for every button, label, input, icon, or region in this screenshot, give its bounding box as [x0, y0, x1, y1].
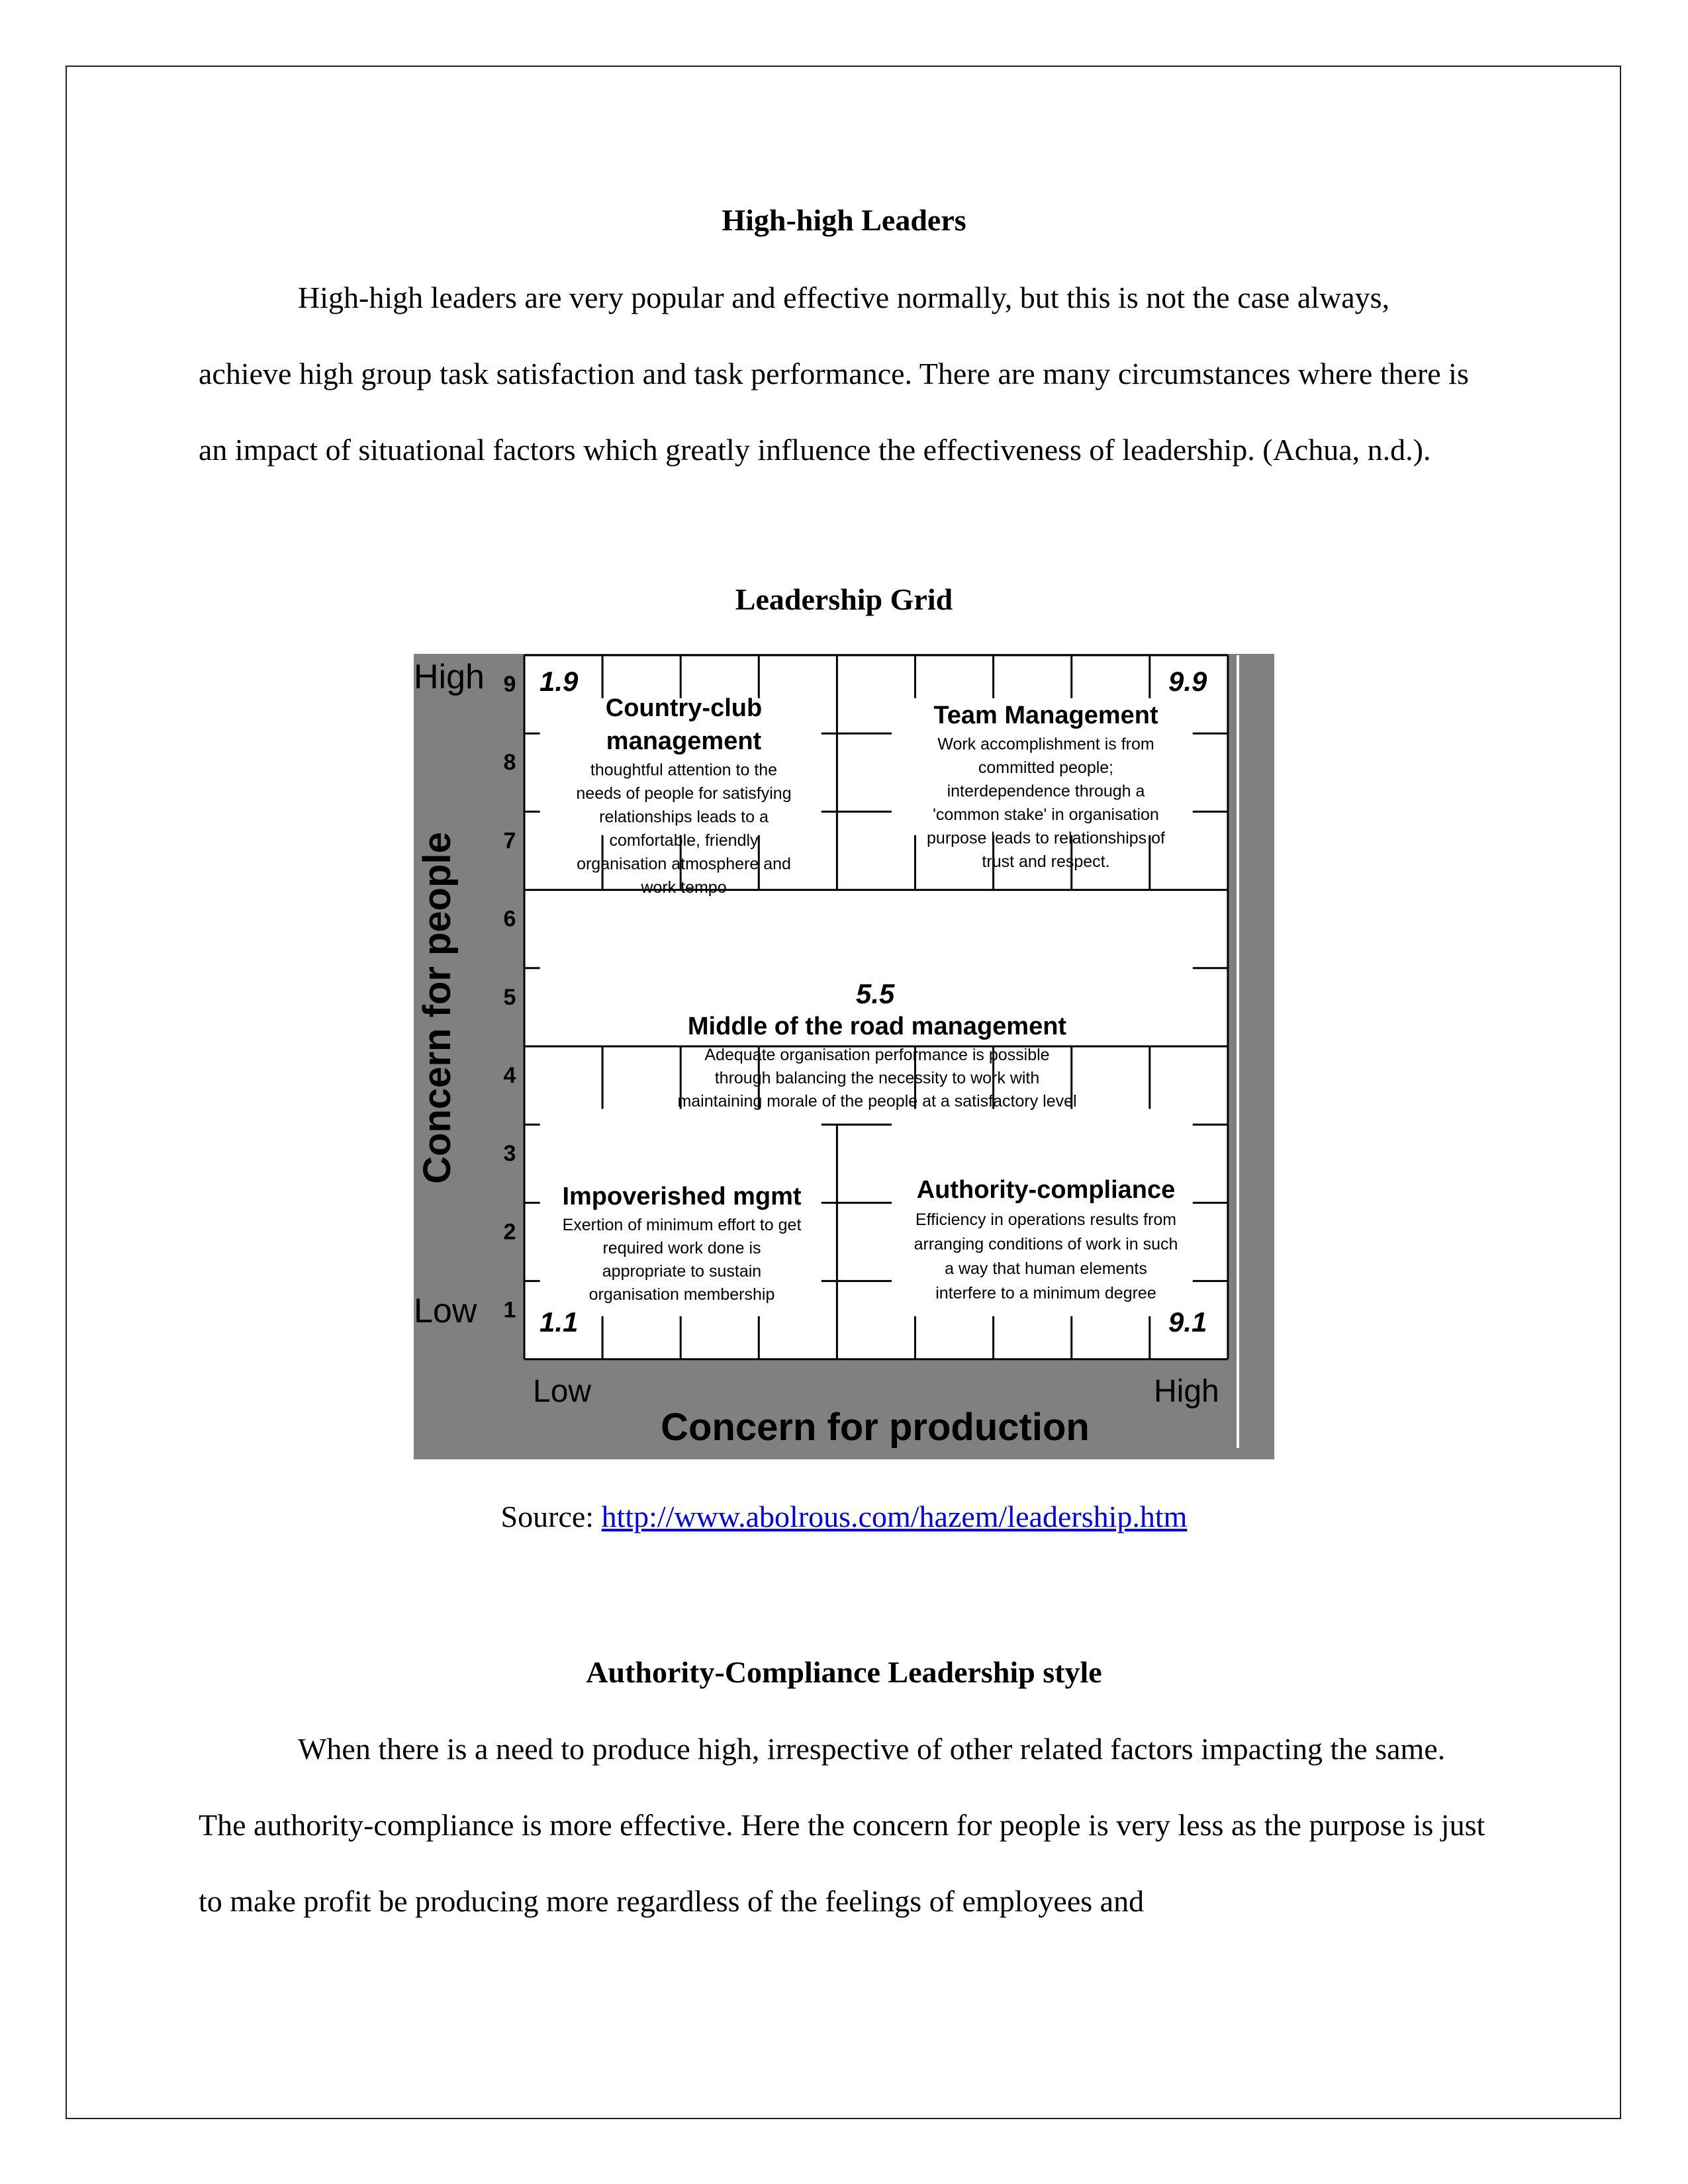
- region-authority-desc-2: a way that human elements: [945, 1259, 1147, 1278]
- leadership-grid-figure: [414, 654, 1274, 1459]
- region-middle-title-0: Middle of the road management: [687, 1013, 1067, 1040]
- figure-title: Leadership Grid: [735, 582, 953, 616]
- region-impoverished-desc-2: appropriate to sustain: [602, 1262, 762, 1281]
- corner-label-1-9: 1.9: [539, 666, 579, 697]
- region-impoverished-desc-1: required work done is: [602, 1239, 761, 1257]
- y-tick-7: 7: [503, 828, 516, 854]
- x-high-label: High: [1154, 1374, 1219, 1409]
- y-low-label: Low: [414, 1292, 477, 1330]
- region-middle-desc-2: maintaining morale of the people at a satisfactory level: [677, 1092, 1077, 1111]
- section-title-authority: Authority-Compliance Leadership style: [586, 1655, 1102, 1689]
- y-tick-3: 3: [503, 1141, 516, 1167]
- region-country-club-desc-1: needs of people for satisfying: [576, 784, 792, 803]
- source-link[interactable]: http://www.abolrous.com/hazem/leadership.htm: [601, 1500, 1188, 1533]
- region-middle-desc-0: Adequate organisation performance is possible: [704, 1046, 1050, 1064]
- y-tick-4: 4: [503, 1063, 516, 1088]
- figure-source: [0, 1497, 1688, 1537]
- y-tick-8: 8: [503, 750, 516, 776]
- y-tick-6: 6: [503, 906, 516, 932]
- paragraph-high-high-text: High-high leaders are very popular and effective normally, but this is not the case always, achieve high group task satisfaction and task performance. There are many circumstances where there is an impact of situational factors which greatly influence the effectiveness of leadership. (Achua, n.d.).: [199, 281, 1469, 467]
- region-country-club-desc-3: comfortable, friendly: [609, 831, 759, 850]
- source-label: Source:: [500, 1500, 602, 1533]
- region-team-desc-5: trust and respect.: [982, 852, 1110, 871]
- y-axis-title: Concern for people: [416, 832, 459, 1184]
- region-country-club-desc-4: organisation atmosphere and: [577, 854, 791, 874]
- leadership-grid-svg: [414, 654, 1274, 1459]
- region-authority-desc-1: arranging conditions of work in such: [914, 1235, 1178, 1253]
- region-team-desc-1: committed people;: [978, 758, 1114, 777]
- region-country-club-desc-0: thoughtful attention to the: [590, 760, 778, 780]
- region-team-title-0: Team Management: [933, 702, 1158, 729]
- y-tick-5: 5: [503, 984, 516, 1010]
- paragraph-high-high: [199, 259, 1489, 488]
- region-country-club-title-1: management: [606, 727, 762, 755]
- corner-label-9-1: 9.1: [1168, 1306, 1207, 1338]
- region-country-club-desc-5: work tempo: [641, 878, 727, 897]
- corner-label-1-1: 1.1: [539, 1306, 579, 1338]
- region-middle-desc-1: through balancing the necessity to work with: [714, 1069, 1040, 1087]
- paragraph-authority-text: When there is a need to produce high, irrespective of other related factors impacting the same. The authority-compliance is more effective. Here the concern for people is very less as the purpose is just to make profit be producing more regardless of the feelings of employees and: [199, 1732, 1485, 1918]
- region-country-club-title-0: Country-club: [605, 694, 763, 722]
- paragraph-authority: [199, 1711, 1489, 1939]
- y-tick-9: 9: [503, 672, 516, 697]
- region-authority-title-0: Authority-compliance: [916, 1176, 1176, 1204]
- y-tick-1: 1: [503, 1297, 516, 1323]
- y-tick-labels: [504, 672, 516, 1323]
- region-country-club-desc-2: relationships leads to a: [599, 807, 769, 827]
- region-team-desc-2: interdependence through a: [947, 782, 1145, 801]
- region-impoverished-title-0: Impoverished mgmt: [562, 1183, 802, 1210]
- region-authority-desc-3: interfere to a minimum degree: [935, 1284, 1156, 1302]
- y-high-label: High: [414, 658, 485, 696]
- x-axis-title: Concern for production: [661, 1406, 1090, 1449]
- region-authority-desc-0: Efficiency in operations results from: [915, 1210, 1177, 1229]
- region-impoverished-desc-0: Exertion of minimum effort to get: [562, 1216, 802, 1234]
- region-team-desc-4: purpose leads to relationships of: [927, 829, 1165, 848]
- region-impoverished-desc-3: organisation membership: [588, 1285, 775, 1304]
- y-tick-2: 2: [503, 1219, 516, 1245]
- region-team-desc-3: 'common stake' in organisation: [933, 805, 1159, 824]
- section-title-high-high: High-high Leaders: [722, 203, 966, 237]
- x-low-label: Low: [533, 1374, 592, 1409]
- corner-label-5-5: 5.5: [856, 978, 895, 1009]
- region-team-desc-0: Work accomplishment is from: [937, 735, 1154, 754]
- corner-label-9-9: 9.9: [1168, 666, 1207, 697]
